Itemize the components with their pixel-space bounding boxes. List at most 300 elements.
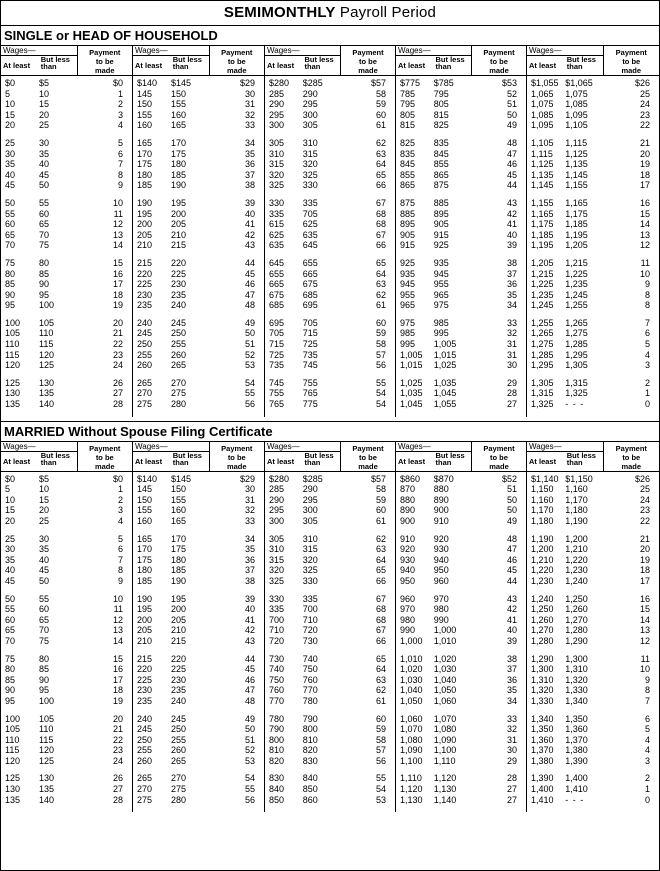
page-title-bold: SEMIMONTHLY — [223, 4, 336, 21]
at-least-value: 255 — [137, 349, 153, 360]
at-least-value: 300 — [269, 516, 285, 526]
but-less-than-value: 275 — [170, 784, 187, 795]
payment-value: 19 — [112, 695, 123, 706]
table-row — [265, 99, 395, 110]
table-row — [527, 328, 659, 339]
table-row — [133, 120, 264, 131]
but-less-than-value: 155 — [170, 99, 187, 110]
table-row — [1, 484, 132, 495]
at-least-value: 1,110 — [400, 773, 422, 784]
at-least-value: 120 — [5, 360, 21, 371]
but-less-than-value: 15 — [38, 99, 49, 110]
but-less-than-value: 855 — [433, 159, 449, 170]
at-least-value: 185 — [137, 180, 153, 191]
but-less-than-value: 70 — [38, 625, 49, 636]
but-less-than-value: 245 — [170, 713, 187, 724]
but-less-than-value: 200 — [170, 208, 187, 219]
table-row — [527, 159, 659, 170]
but-less-than-header: But less than — [40, 450, 70, 467]
but-less-than-value: 35 — [38, 544, 49, 555]
but-less-than-value: 180 — [170, 159, 187, 170]
row-group — [527, 534, 659, 587]
at-least-value: 270 — [137, 784, 153, 795]
payment-value: 64 — [375, 159, 386, 170]
but-less-than-value: 215 — [170, 635, 187, 646]
at-least-value: 790 — [269, 724, 285, 735]
at-least-value: 40 — [5, 565, 16, 576]
at-least-value: 1,010 — [400, 653, 423, 664]
at-least-value: 765 — [269, 399, 285, 410]
payment-value: 63 — [375, 544, 386, 555]
row-group — [1, 378, 132, 410]
table-row — [133, 350, 264, 361]
table-row — [396, 604, 526, 615]
at-least-value: 945 — [400, 279, 416, 290]
table-row — [265, 350, 395, 361]
but-less-than-value: 280 — [170, 399, 187, 410]
but-less-than-value: 1,120 — [433, 773, 457, 784]
but-less-than-value: 1,235 — [565, 279, 588, 290]
rate-panel-1 — [1, 46, 659, 417]
payment-value: 15 — [639, 208, 650, 219]
table-row — [1, 534, 132, 545]
table-row — [396, 230, 526, 241]
at-least-value: 1,170 — [531, 505, 554, 516]
payment-value: 56 — [375, 360, 386, 371]
payment-value: 28 — [112, 794, 123, 805]
row-group — [1, 594, 132, 647]
at-least-value: 960 — [400, 593, 416, 604]
but-less-than-value: 75 — [38, 635, 49, 646]
at-least-value: 685 — [269, 300, 285, 311]
payment-value: 16 — [112, 664, 123, 675]
but-less-than-value: 20 — [38, 109, 49, 120]
payment-value: $29 — [239, 473, 255, 484]
table-row — [527, 773, 659, 784]
payment-value: 51 — [506, 484, 517, 495]
but-less-than-value: 275 — [170, 388, 187, 399]
wage-column-1 — [1, 442, 133, 813]
table-row — [527, 198, 659, 209]
at-least-value: 995 — [400, 339, 416, 350]
row-group — [133, 378, 264, 410]
at-least-value: 875 — [400, 197, 416, 208]
but-less-than-value: 1,180 — [565, 505, 588, 516]
payment-value: 28 — [506, 388, 517, 399]
payment-header: Payment to be made — [483, 48, 515, 75]
but-less-than-value: 1,205 — [565, 240, 588, 251]
row-group — [396, 714, 526, 767]
payment-value: 49 — [506, 120, 517, 131]
but-less-than-value: 865 — [433, 169, 449, 180]
payment-value: 1 — [117, 88, 123, 99]
at-least-value: $140 — [137, 473, 158, 484]
table-row — [1, 685, 132, 696]
payment-value: 11 — [113, 604, 123, 615]
but-less-than-value: 1,135 — [565, 159, 588, 170]
payment-value: 19 — [639, 159, 650, 170]
at-least-header: At least — [3, 61, 31, 70]
but-less-than-value: 80 — [38, 653, 49, 664]
wages-header — [527, 46, 604, 75]
at-least-value: 1,005 — [400, 349, 423, 360]
at-least-value: 855 — [400, 169, 416, 180]
column-header — [265, 442, 395, 472]
but-less-than-value: 10 — [38, 88, 49, 99]
at-least-value: 1,085 — [531, 109, 554, 120]
payment-value: 50 — [244, 724, 255, 735]
payment-value: 21 — [112, 328, 123, 339]
but-less-than-value: 90 — [38, 674, 49, 685]
payment-value: 52 — [506, 88, 517, 99]
row-group — [396, 258, 526, 311]
payment-value: 35 — [506, 685, 517, 696]
but-less-than-value: $145 — [170, 78, 192, 88]
at-least-value: 90 — [5, 685, 16, 696]
payment-value: 13 — [639, 229, 650, 240]
payment-value: 58 — [375, 734, 386, 745]
payment-value: 15 — [639, 604, 650, 615]
table-row — [1, 120, 132, 131]
table-row — [527, 505, 659, 516]
table-row — [396, 399, 526, 410]
but-less-than-value: 305 — [302, 120, 318, 131]
but-less-than-value: 990 — [433, 614, 449, 625]
payment-value: 45 — [244, 268, 255, 279]
but-less-than-value: 95 — [38, 289, 49, 300]
table-row — [1, 290, 132, 301]
at-least-value: 935 — [400, 268, 416, 279]
but-less-than-value: $1,065 — [565, 78, 593, 88]
but-less-than-value: 1,105 — [565, 120, 588, 131]
but-less-than-value: 725 — [302, 339, 318, 350]
payment-value: 50 — [506, 494, 517, 505]
at-least-value: 760 — [269, 685, 285, 696]
at-least-value: 1,275 — [531, 339, 554, 350]
payment-value: 59 — [375, 724, 386, 735]
but-less-than-value: 260 — [170, 349, 187, 360]
payment-value: 3 — [117, 109, 123, 120]
at-least-value: 5 — [5, 484, 11, 495]
table-row — [1, 399, 132, 410]
payment-value: 13 — [112, 625, 123, 636]
at-least-value: 50 — [5, 197, 16, 208]
at-least-value: 245 — [137, 724, 153, 735]
at-least-value: 970 — [400, 604, 416, 615]
payment-value: 16 — [639, 197, 650, 208]
at-least-value: 1,155 — [531, 197, 554, 208]
at-least-value: 815 — [400, 120, 416, 131]
payment-value: 6 — [644, 328, 650, 339]
payment-value: $26 — [634, 78, 650, 88]
but-less-than-value: 210 — [170, 625, 187, 636]
payment-value: 33 — [506, 317, 517, 328]
row-group — [1, 198, 132, 251]
payment-value: 6 — [117, 148, 123, 159]
table-row — [527, 696, 659, 707]
payment-value: 65 — [375, 565, 386, 576]
table-row — [396, 258, 526, 269]
but-less-than-value: 835 — [433, 137, 449, 148]
at-least-value: 320 — [269, 565, 285, 576]
but-less-than-value: 265 — [170, 360, 187, 371]
but-less-than-value: 975 — [433, 300, 449, 311]
column-header — [133, 46, 264, 76]
table-row — [265, 258, 395, 269]
but-less-than-value: 795 — [433, 88, 449, 99]
row-group — [265, 78, 395, 131]
but-less-than-value: 310 — [302, 137, 318, 148]
but-less-than-header: But less than — [172, 55, 202, 71]
payment-value: 43 — [506, 593, 517, 604]
table-row — [133, 664, 264, 675]
wages-label: Wages— — [265, 442, 340, 452]
at-least-value: $0 — [5, 78, 16, 88]
but-less-than-value: 1,130 — [433, 784, 457, 795]
but-less-than-value: $5 — [38, 473, 49, 484]
at-least-value: 1,360 — [531, 734, 554, 745]
payment-value: 12 — [112, 614, 123, 625]
but-less-than-value: 735 — [302, 349, 318, 360]
but-less-than-value: 905 — [433, 219, 449, 230]
at-least-value: 205 — [137, 625, 153, 636]
payment-value: 32 — [506, 328, 517, 339]
payment-value: 55 — [244, 388, 255, 399]
but-less-than-value: 1,100 — [433, 745, 457, 756]
but-less-than-value: 1,245 — [565, 289, 588, 300]
payment-header: Payment to be made — [615, 48, 647, 75]
at-least-value: 1,260 — [531, 614, 554, 625]
table-row — [133, 576, 264, 587]
at-least-value: 255 — [137, 745, 153, 756]
at-least-value: 190 — [137, 593, 153, 604]
at-least-value: $860 — [400, 473, 421, 484]
payment-value: 46 — [244, 674, 255, 685]
payment-value: 3 — [644, 360, 650, 371]
payment-value: 10 — [112, 197, 123, 208]
at-least-value: 1,330 — [531, 695, 554, 706]
table-row — [265, 745, 395, 756]
payment-value: 9 — [117, 575, 123, 586]
at-least-value: 95 — [5, 300, 16, 311]
at-least-value: 880 — [400, 494, 416, 505]
payment-value: 45 — [506, 565, 517, 576]
payment-value: 56 — [244, 399, 255, 410]
row-group — [396, 318, 526, 371]
table-row — [1, 170, 132, 181]
table-row — [265, 784, 395, 795]
at-least-value: 1,065 — [531, 88, 554, 99]
table-row — [1, 219, 132, 230]
payment-value: 23 — [639, 109, 650, 120]
but-less-than-value: 1,280 — [565, 625, 588, 636]
table-row — [133, 378, 264, 389]
but-less-than-value: 775 — [302, 399, 318, 410]
table-row — [1, 258, 132, 269]
table-row — [133, 279, 264, 290]
table-row — [527, 615, 659, 626]
table-row — [265, 198, 395, 209]
table-row — [133, 604, 264, 615]
but-less-than-value: 1,140 — [433, 794, 457, 805]
at-least-value: 940 — [400, 565, 416, 576]
table-row — [1, 565, 132, 576]
but-less-than-value: 140 — [38, 399, 55, 410]
but-less-than-value: 915 — [433, 229, 449, 240]
but-less-than-value: 730 — [302, 635, 318, 646]
at-least-value: 235 — [137, 300, 153, 311]
at-least-value: 1,265 — [531, 328, 554, 339]
but-less-than-value: 825 — [433, 120, 449, 131]
but-less-than-value: 290 — [302, 484, 318, 495]
at-least-value: 1,240 — [531, 593, 554, 604]
payment-value: 66 — [375, 240, 386, 251]
row-group — [527, 258, 659, 311]
at-least-value: 1,305 — [531, 377, 554, 388]
payment-header: Payment to be made — [221, 443, 253, 471]
row-group — [1, 318, 132, 371]
at-least-header: At least — [529, 61, 557, 70]
at-least-value: 885 — [400, 208, 416, 219]
table-row — [396, 516, 526, 527]
payment-value: 40 — [244, 208, 255, 219]
at-least-value: 1,180 — [531, 516, 554, 526]
row-group — [1, 138, 132, 191]
payment-value: 42 — [244, 625, 255, 636]
at-least-value: 200 — [137, 219, 153, 230]
payment-value: 58 — [375, 88, 386, 99]
table-row — [133, 625, 264, 636]
but-less-than-header: But less than — [435, 55, 465, 71]
but-less-than-value: $1,150 — [565, 473, 593, 484]
table-row — [396, 773, 526, 784]
payment-value: 34 — [506, 300, 517, 311]
at-least-value: 755 — [269, 388, 285, 399]
but-less-than-value: 705 — [302, 317, 318, 328]
at-least-value: 180 — [137, 565, 153, 576]
but-less-than-value: 1,000 — [433, 625, 457, 636]
table-row — [396, 675, 526, 686]
table-row — [396, 269, 526, 280]
wages-header — [133, 442, 210, 471]
at-least-value: 150 — [137, 99, 153, 110]
at-least-value: 1,130 — [400, 794, 423, 805]
payment-value: 31 — [506, 339, 517, 350]
payment-value: 59 — [375, 328, 386, 339]
payment-value: 34 — [244, 137, 255, 148]
at-least-value: 270 — [137, 388, 153, 399]
at-least-value: 290 — [269, 494, 285, 505]
but-less-than-value: 790 — [302, 713, 318, 724]
but-less-than-value: 205 — [170, 614, 187, 625]
table-row — [1, 495, 132, 506]
payment-value: 55 — [375, 773, 386, 784]
table-row — [1, 615, 132, 626]
at-least-value: 905 — [400, 229, 416, 240]
but-less-than-value: 170 — [170, 533, 187, 544]
but-less-than-value: 255 — [170, 734, 187, 745]
but-less-than-value: 50 — [38, 180, 49, 191]
row-group — [396, 474, 526, 527]
table-row — [265, 138, 395, 149]
but-less-than-value: 1,050 — [433, 685, 457, 696]
but-less-than-value: 875 — [433, 180, 449, 191]
but-less-than-value: 720 — [302, 625, 318, 636]
wages-subheaders — [396, 452, 471, 466]
wage-rows — [396, 76, 526, 410]
at-least-value: 1,090 — [400, 745, 423, 756]
payment-value: 18 — [639, 169, 650, 180]
row-group — [265, 258, 395, 311]
payment-value: 36 — [244, 554, 255, 565]
but-less-than-value: 1,270 — [565, 614, 588, 625]
payment-value: 44 — [244, 257, 255, 268]
payment-value: 31 — [506, 349, 517, 360]
but-less-than-value: 60 — [38, 208, 49, 219]
table-row — [265, 269, 395, 280]
but-less-than-value: 995 — [433, 328, 449, 339]
at-least-value: 1,105 — [531, 137, 554, 148]
but-less-than-value: 305 — [302, 516, 318, 526]
payment-value: 61 — [375, 695, 386, 706]
but-less-than-value: 65 — [38, 219, 49, 230]
payment-value: 10 — [639, 268, 650, 279]
table-row — [1, 388, 132, 399]
but-less-than-value: 910 — [433, 516, 449, 526]
table-row — [133, 300, 264, 311]
at-least-value: $280 — [269, 78, 290, 88]
payment-value: 61 — [375, 120, 386, 131]
payment-header: Payment to be made — [221, 48, 253, 75]
table-row — [265, 170, 395, 181]
payment-value: 8 — [644, 685, 650, 696]
payment-value: 47 — [506, 148, 517, 159]
payment-value: 13 — [112, 229, 123, 240]
at-least-value: 295 — [269, 109, 285, 120]
but-less-than-value: 330 — [302, 575, 318, 586]
payment-value: 43 — [506, 197, 517, 208]
at-least-value: 1,195 — [531, 240, 554, 251]
row-group — [265, 138, 395, 191]
at-least-header: At least — [135, 61, 163, 70]
row-group — [265, 534, 395, 587]
table-row — [133, 149, 264, 160]
but-less-than-value: 1,110 — [433, 755, 456, 766]
but-less-than-value: $785 — [433, 78, 454, 88]
but-less-than-value: 1,195 — [565, 229, 588, 240]
at-least-value: 250 — [137, 339, 153, 350]
but-less-than-value: 830 — [302, 755, 318, 766]
but-less-than-value: 235 — [170, 685, 187, 696]
table-row — [527, 110, 659, 121]
payment-value: $0 — [112, 78, 123, 88]
at-least-value: 155 — [137, 109, 153, 120]
at-least-value: 810 — [269, 745, 285, 756]
payment-value: 4 — [644, 745, 650, 756]
table-row — [265, 279, 395, 290]
payment-value: 41 — [506, 614, 517, 625]
at-least-value: 330 — [269, 593, 285, 604]
table-row — [396, 219, 526, 230]
but-less-than-value: 1,070 — [433, 713, 457, 724]
but-less-than-value: 1,060 — [433, 695, 457, 706]
row-group — [133, 198, 264, 251]
payment-value: 45 — [244, 664, 255, 675]
but-less-than-value: 320 — [302, 554, 318, 565]
payment-value: 60 — [375, 713, 386, 724]
table-row — [527, 594, 659, 605]
table-row — [527, 269, 659, 280]
